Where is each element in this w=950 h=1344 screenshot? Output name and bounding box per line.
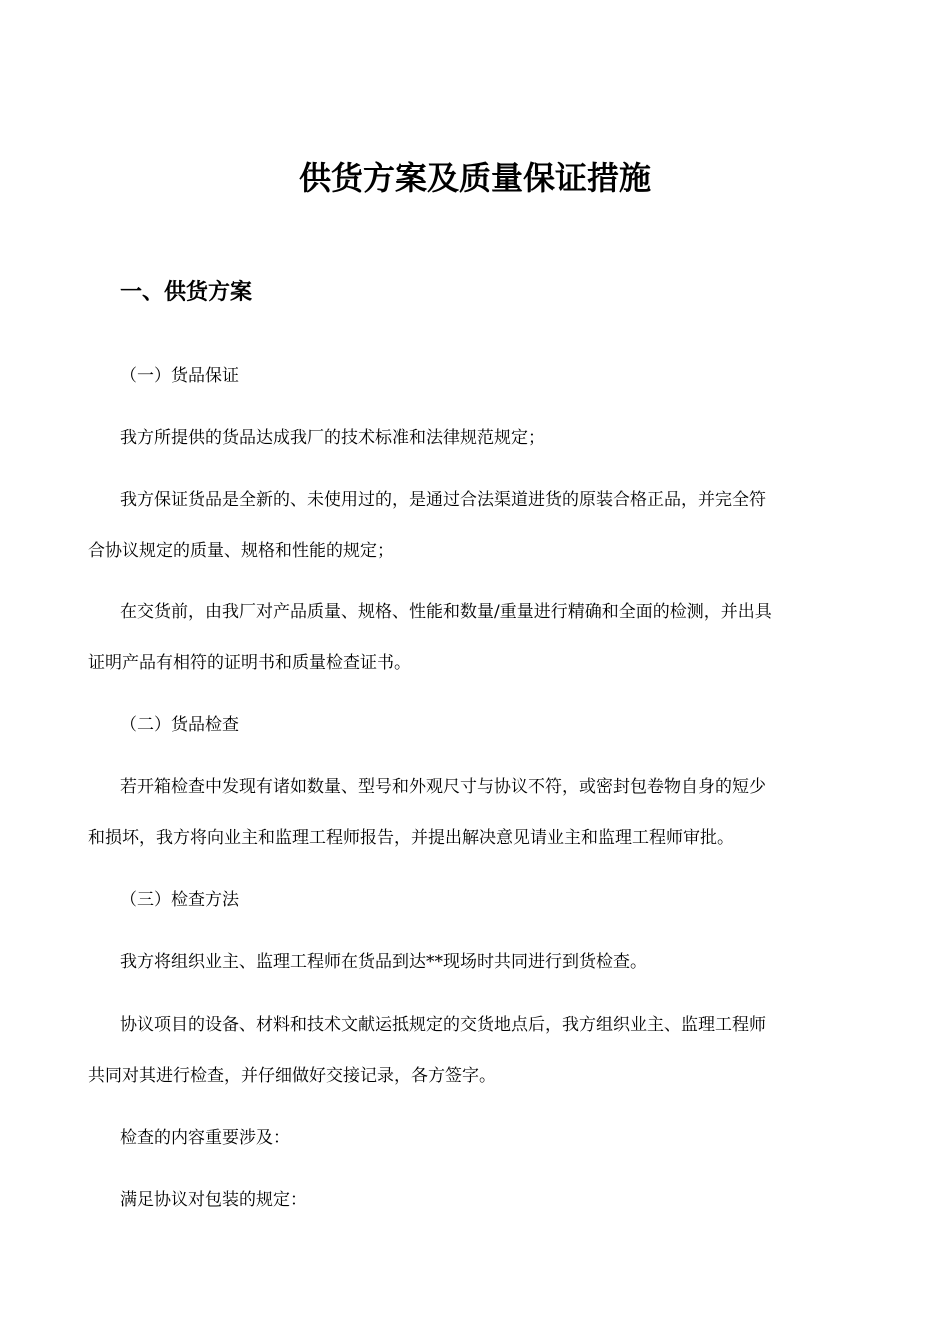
document-title: 供货方案及质量保证措施	[298, 159, 651, 197]
section-heading-supply-plan: 一、供货方案	[120, 280, 253, 305]
paragraph-line: 在交货前，由我厂对产品质量、规格、性能和数量/重量进行精确和全面的检测，并出具	[120, 602, 772, 622]
paragraph-line: 我方保证货品是全新的、未使用过的，是通过合法渠道进货的原装合格正品，并完全符	[120, 490, 766, 510]
subsection-goods-inspection: （二）货品检查	[120, 715, 239, 735]
paragraph-line: 满足协议对包装的规定：	[120, 1190, 307, 1210]
paragraph-line: 检查的内容重要涉及：	[120, 1128, 290, 1148]
paragraph-line: 我方所提供的货品达成我厂的技术标准和法律规范规定；	[120, 428, 545, 448]
paragraph-line: 若开箱检查中发现有诸如数量、型号和外观尺寸与协议不符，或密封包卷物自身的短少	[120, 777, 766, 797]
paragraph-line: 证明产品有相符的证明书和质量检查证书。	[88, 653, 411, 673]
subsection-goods-guarantee: （一）货品保证	[120, 366, 239, 386]
paragraph-line: 我方将组织业主、监理工程师在货品到达**现场时共同进行到货检查。	[120, 952, 647, 972]
paragraph-line: 和损坏，我方将向业主和监理工程师报告，并提出解决意见请业主和监理工程师审批。	[88, 828, 734, 848]
subsection-inspection-method: （三）检查方法	[120, 890, 239, 910]
paragraph-line: 合协议规定的质量、规格和性能的规定；	[88, 541, 394, 561]
paragraph-line: 协议项目的设备、材料和技术文献运抵规定的交货地点后，我方组织业主、监理工程师	[120, 1015, 766, 1035]
paragraph-line: 共同对其进行检查，并仔细做好交接记录，各方签字。	[88, 1066, 496, 1086]
